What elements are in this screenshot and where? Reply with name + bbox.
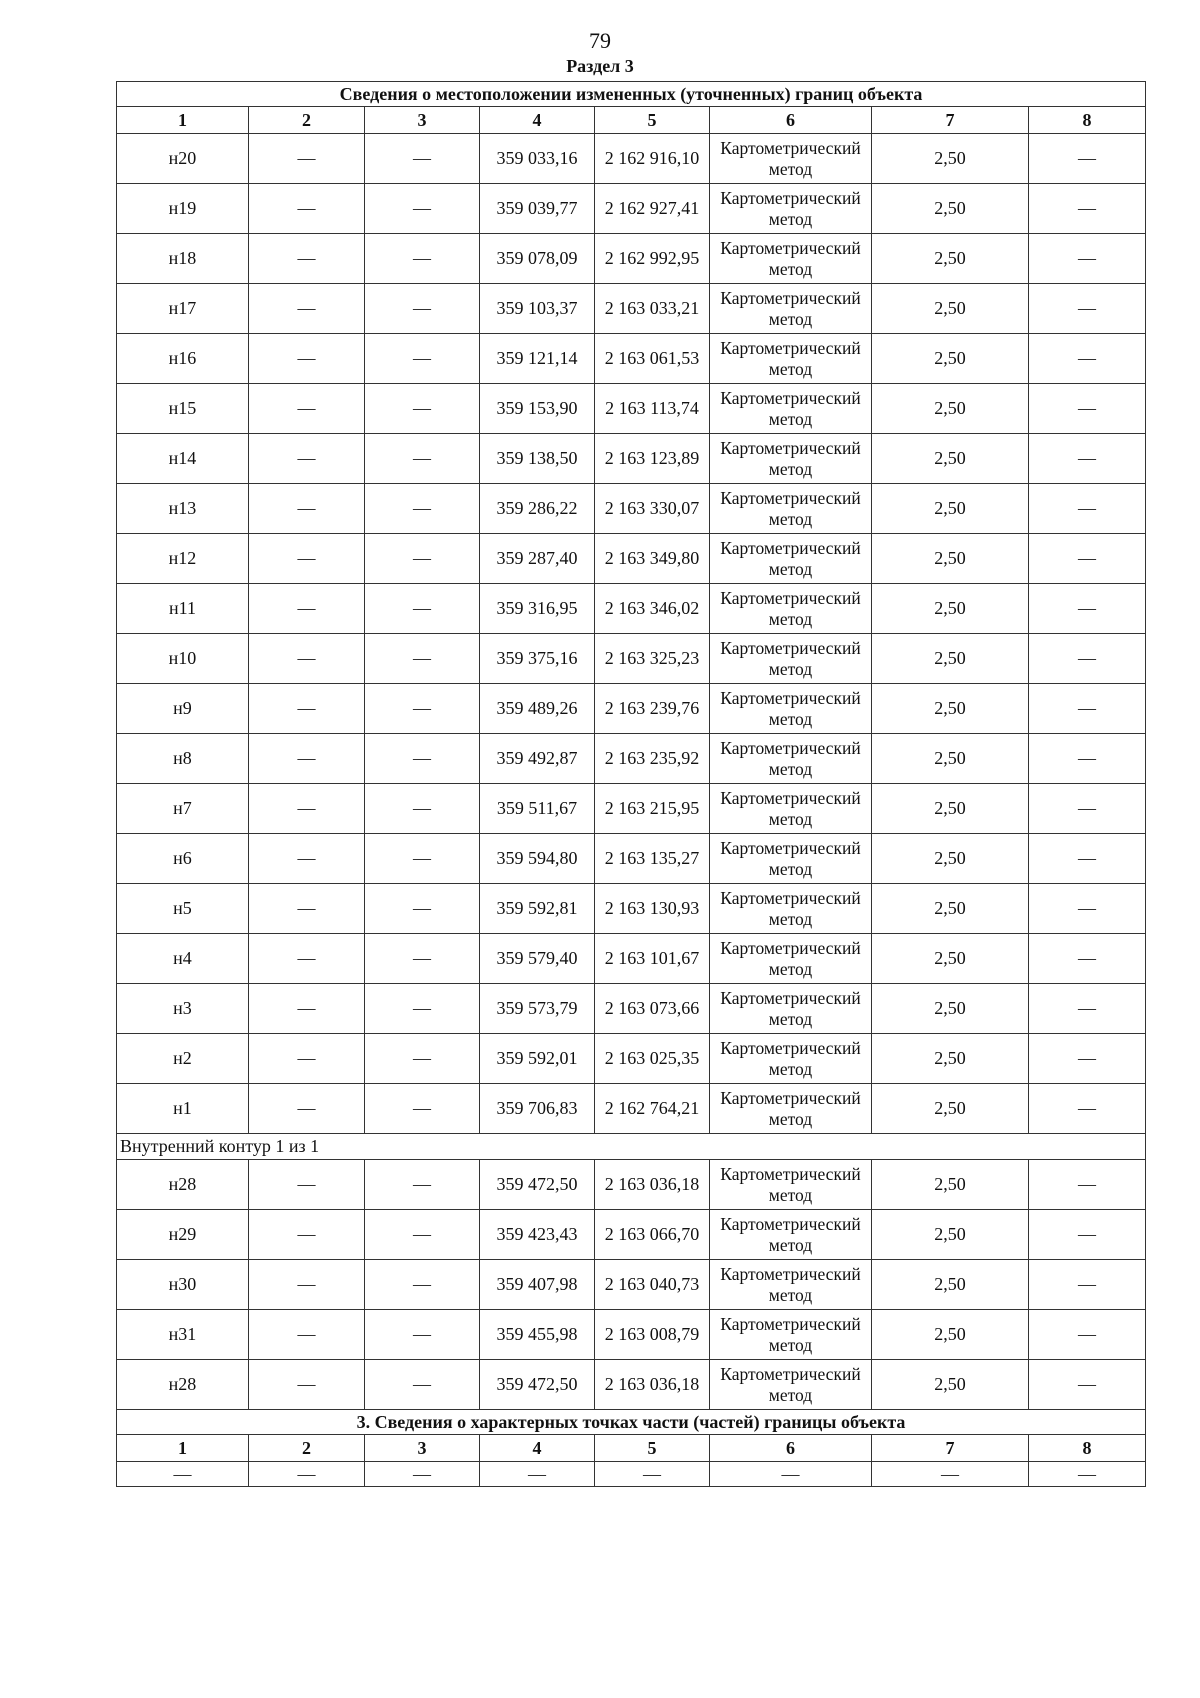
accuracy-cell: 2,50 xyxy=(872,484,1029,534)
y-coordinate-cell: 2 163 349,80 xyxy=(595,534,710,584)
accuracy-cell: 2,50 xyxy=(872,1034,1029,1084)
point-cell: н15 xyxy=(117,384,249,434)
y-coordinate-cell: 2 163 130,93 xyxy=(595,884,710,934)
point-cell: н5 xyxy=(117,884,249,934)
dash-cell: — xyxy=(1029,784,1146,834)
point-cell: н20 xyxy=(117,134,249,184)
parts-column-header-row xyxy=(117,1435,1146,1462)
dash-cell: — xyxy=(249,984,365,1034)
dash-cell: — xyxy=(365,334,480,384)
y-coordinate-cell: 2 162 992,95 xyxy=(595,234,710,284)
y-coordinate-cell: 2 163 346,02 xyxy=(595,584,710,634)
dash-cell: — xyxy=(365,384,480,434)
accuracy-cell: 2,50 xyxy=(872,334,1029,384)
y-coordinate-cell: 2 163 330,07 xyxy=(595,484,710,534)
dash-cell: — xyxy=(249,734,365,784)
point-cell: н7 xyxy=(117,784,249,834)
point-cell: н8 xyxy=(117,734,249,784)
column-header: 3 xyxy=(365,107,480,134)
method-cell: Картометрический метод xyxy=(710,734,872,784)
x-coordinate-cell: 359 375,16 xyxy=(480,634,595,684)
point-cell: н3 xyxy=(117,984,249,1034)
y-coordinate-cell: 2 162 916,10 xyxy=(595,134,710,184)
table-row xyxy=(117,884,1146,934)
parts-cell: — xyxy=(710,1462,872,1487)
dash-cell: — xyxy=(249,1084,365,1134)
dash-cell: — xyxy=(1029,734,1146,784)
dash-cell: — xyxy=(249,584,365,634)
x-coordinate-cell: 359 039,77 xyxy=(480,184,595,234)
dash-cell: — xyxy=(1029,184,1146,234)
column-header-row xyxy=(117,107,1146,134)
table-row xyxy=(117,1160,1146,1210)
x-coordinate-cell: 359 592,01 xyxy=(480,1034,595,1084)
method-cell: Картометрический метод xyxy=(710,1084,872,1134)
method-cell: Картометрический метод xyxy=(710,784,872,834)
parts-cell: — xyxy=(872,1462,1029,1487)
dash-cell: — xyxy=(1029,534,1146,584)
dash-cell: — xyxy=(365,634,480,684)
y-coordinate-cell: 2 163 135,27 xyxy=(595,834,710,884)
column-header: 6 xyxy=(710,107,872,134)
dash-cell: — xyxy=(249,1034,365,1084)
x-coordinate-cell: 359 153,90 xyxy=(480,384,595,434)
table-row xyxy=(117,134,1146,184)
table-row xyxy=(117,234,1146,284)
x-coordinate-cell: 359 594,80 xyxy=(480,834,595,884)
accuracy-cell: 2,50 xyxy=(872,134,1029,184)
accuracy-cell: 2,50 xyxy=(872,234,1029,284)
table-row xyxy=(117,784,1146,834)
table-row xyxy=(117,184,1146,234)
accuracy-cell: 2,50 xyxy=(872,584,1029,634)
method-cell: Картометрический метод xyxy=(710,634,872,684)
x-coordinate-cell: 359 407,98 xyxy=(480,1260,595,1310)
parts-data-row xyxy=(117,1462,1146,1487)
point-cell: н2 xyxy=(117,1034,249,1084)
column-header: 7 xyxy=(872,107,1029,134)
accuracy-cell: 2,50 xyxy=(872,934,1029,984)
table-row xyxy=(117,984,1146,1034)
dash-cell: — xyxy=(1029,1160,1146,1210)
table-row xyxy=(117,384,1146,434)
x-coordinate-cell: 359 472,50 xyxy=(480,1160,595,1210)
column-header: 4 xyxy=(480,1435,595,1462)
dash-cell: — xyxy=(1029,1360,1146,1410)
x-coordinate-cell: 359 573,79 xyxy=(480,984,595,1034)
method-cell: Картометрический метод xyxy=(710,584,872,634)
accuracy-cell: 2,50 xyxy=(872,734,1029,784)
column-header: 1 xyxy=(117,1435,249,1462)
accuracy-cell: 2,50 xyxy=(872,984,1029,1034)
x-coordinate-cell: 359 078,09 xyxy=(480,234,595,284)
dash-cell: — xyxy=(249,934,365,984)
dash-cell: — xyxy=(249,534,365,584)
dash-cell: — xyxy=(249,1260,365,1310)
table-row xyxy=(117,334,1146,384)
x-coordinate-cell: 359 423,43 xyxy=(480,1210,595,1260)
accuracy-cell: 2,50 xyxy=(872,1310,1029,1360)
x-coordinate-cell: 359 286,22 xyxy=(480,484,595,534)
point-cell: н1 xyxy=(117,1084,249,1134)
x-coordinate-cell: 359 455,98 xyxy=(480,1310,595,1360)
point-cell: н28 xyxy=(117,1360,249,1410)
dash-cell: — xyxy=(249,334,365,384)
table-body xyxy=(117,82,1146,1487)
y-coordinate-cell: 2 163 101,67 xyxy=(595,934,710,984)
dash-cell: — xyxy=(365,134,480,184)
x-coordinate-cell: 359 579,40 xyxy=(480,934,595,984)
column-header: 6 xyxy=(710,1435,872,1462)
parts-cell: — xyxy=(117,1462,249,1487)
y-coordinate-cell: 2 163 325,23 xyxy=(595,634,710,684)
method-cell: Картометрический метод xyxy=(710,284,872,334)
dash-cell: — xyxy=(1029,634,1146,684)
dash-cell: — xyxy=(1029,384,1146,434)
dash-cell: — xyxy=(249,484,365,534)
parts-cell: — xyxy=(480,1462,595,1487)
dash-cell: — xyxy=(365,434,480,484)
accuracy-cell: 2,50 xyxy=(872,784,1029,834)
table-title: Сведения о местоположении измененных (уточненных) границ объекта xyxy=(117,82,1146,107)
accuracy-cell: 2,50 xyxy=(872,634,1029,684)
table-row xyxy=(117,1360,1146,1410)
dash-cell: — xyxy=(1029,684,1146,734)
dash-cell: — xyxy=(1029,1034,1146,1084)
dash-cell: — xyxy=(1029,484,1146,534)
inner-contour-label: Внутренний контур 1 из 1 xyxy=(117,1134,1146,1160)
x-coordinate-cell: 359 287,40 xyxy=(480,534,595,584)
method-cell: Картометрический метод xyxy=(710,534,872,584)
method-cell: Картометрический метод xyxy=(710,1210,872,1260)
accuracy-cell: 2,50 xyxy=(872,884,1029,934)
dash-cell: — xyxy=(249,684,365,734)
point-cell: н13 xyxy=(117,484,249,534)
point-cell: н28 xyxy=(117,1160,249,1210)
y-coordinate-cell: 2 163 036,18 xyxy=(595,1160,710,1210)
dash-cell: — xyxy=(1029,1310,1146,1360)
dash-cell: — xyxy=(249,884,365,934)
x-coordinate-cell: 359 492,87 xyxy=(480,734,595,784)
dash-cell: — xyxy=(1029,284,1146,334)
table-row xyxy=(117,1260,1146,1310)
dash-cell: — xyxy=(365,584,480,634)
point-cell: н31 xyxy=(117,1310,249,1360)
column-header: 8 xyxy=(1029,107,1146,134)
dash-cell: — xyxy=(249,834,365,884)
method-cell: Картометрический метод xyxy=(710,934,872,984)
y-coordinate-cell: 2 163 235,92 xyxy=(595,734,710,784)
dash-cell: — xyxy=(365,684,480,734)
dash-cell: — xyxy=(365,734,480,784)
y-coordinate-cell: 2 163 025,35 xyxy=(595,1034,710,1084)
inner-contour-row xyxy=(117,1134,1146,1160)
method-cell: Картометрический метод xyxy=(710,1360,872,1410)
dash-cell: — xyxy=(365,1210,480,1260)
dash-cell: — xyxy=(365,484,480,534)
dash-cell: — xyxy=(1029,884,1146,934)
table-row xyxy=(117,584,1146,634)
dash-cell: — xyxy=(365,1034,480,1084)
method-cell: Картометрический метод xyxy=(710,984,872,1034)
table-row xyxy=(117,484,1146,534)
dash-cell: — xyxy=(365,184,480,234)
dash-cell: — xyxy=(1029,934,1146,984)
table-row xyxy=(117,1084,1146,1134)
accuracy-cell: 2,50 xyxy=(872,684,1029,734)
y-coordinate-cell: 2 163 066,70 xyxy=(595,1210,710,1260)
y-coordinate-cell: 2 163 073,66 xyxy=(595,984,710,1034)
table-row xyxy=(117,834,1146,884)
x-coordinate-cell: 359 592,81 xyxy=(480,884,595,934)
dash-cell: — xyxy=(365,1260,480,1310)
dash-cell: — xyxy=(365,284,480,334)
point-cell: н11 xyxy=(117,584,249,634)
method-cell: Картометрический метод xyxy=(710,434,872,484)
point-cell: н4 xyxy=(117,934,249,984)
column-header: 5 xyxy=(595,1435,710,1462)
x-coordinate-cell: 359 316,95 xyxy=(480,584,595,634)
dash-cell: — xyxy=(249,1360,365,1410)
dash-cell: — xyxy=(249,784,365,834)
y-coordinate-cell: 2 162 927,41 xyxy=(595,184,710,234)
column-header: 1 xyxy=(117,107,249,134)
column-header: 5 xyxy=(595,107,710,134)
point-cell: н6 xyxy=(117,834,249,884)
x-coordinate-cell: 359 511,67 xyxy=(480,784,595,834)
dash-cell: — xyxy=(1029,1084,1146,1134)
point-cell: н18 xyxy=(117,234,249,284)
dash-cell: — xyxy=(1029,984,1146,1034)
method-cell: Картометрический метод xyxy=(710,134,872,184)
table-row xyxy=(117,434,1146,484)
accuracy-cell: 2,50 xyxy=(872,834,1029,884)
accuracy-cell: 2,50 xyxy=(872,1084,1029,1134)
method-cell: Картометрический метод xyxy=(710,484,872,534)
point-cell: н12 xyxy=(117,534,249,584)
y-coordinate-cell: 2 163 061,53 xyxy=(595,334,710,384)
dash-cell: — xyxy=(249,1160,365,1210)
column-header: 2 xyxy=(249,107,365,134)
x-coordinate-cell: 359 489,26 xyxy=(480,684,595,734)
dash-cell: — xyxy=(365,1084,480,1134)
dash-cell: — xyxy=(1029,234,1146,284)
point-cell: н16 xyxy=(117,334,249,384)
method-cell: Картометрический метод xyxy=(710,1034,872,1084)
dash-cell: — xyxy=(365,234,480,284)
column-header: 2 xyxy=(249,1435,365,1462)
x-coordinate-cell: 359 138,50 xyxy=(480,434,595,484)
dash-cell: — xyxy=(1029,434,1146,484)
method-cell: Картометрический метод xyxy=(710,234,872,284)
parts-title: 3. Сведения о характерных точках части (частей) границы объекта xyxy=(117,1410,1146,1435)
dash-cell: — xyxy=(365,834,480,884)
y-coordinate-cell: 2 163 123,89 xyxy=(595,434,710,484)
point-cell: н14 xyxy=(117,434,249,484)
y-coordinate-cell: 2 163 033,21 xyxy=(595,284,710,334)
method-cell: Картометрический метод xyxy=(710,384,872,434)
table-row xyxy=(117,684,1146,734)
dash-cell: — xyxy=(365,984,480,1034)
dash-cell: — xyxy=(1029,334,1146,384)
table-row xyxy=(117,734,1146,784)
accuracy-cell: 2,50 xyxy=(872,1360,1029,1410)
dash-cell: — xyxy=(1029,1260,1146,1310)
point-cell: н17 xyxy=(117,284,249,334)
parts-title-row xyxy=(117,1410,1146,1435)
table-row xyxy=(117,1210,1146,1260)
accuracy-cell: 2,50 xyxy=(872,434,1029,484)
accuracy-cell: 2,50 xyxy=(872,184,1029,234)
method-cell: Картометрический метод xyxy=(710,1160,872,1210)
table-row xyxy=(117,934,1146,984)
x-coordinate-cell: 359 706,83 xyxy=(480,1084,595,1134)
dash-cell: — xyxy=(365,534,480,584)
dash-cell: — xyxy=(249,134,365,184)
parts-cell: — xyxy=(1029,1462,1146,1487)
x-coordinate-cell: 359 103,37 xyxy=(480,284,595,334)
x-coordinate-cell: 359 121,14 xyxy=(480,334,595,384)
point-cell: н19 xyxy=(117,184,249,234)
y-coordinate-cell: 2 163 239,76 xyxy=(595,684,710,734)
method-cell: Картометрический метод xyxy=(710,884,872,934)
dash-cell: — xyxy=(249,634,365,684)
dash-cell: — xyxy=(365,1310,480,1360)
dash-cell: — xyxy=(249,234,365,284)
y-coordinate-cell: 2 162 764,21 xyxy=(595,1084,710,1134)
method-cell: Картометрический метод xyxy=(710,1260,872,1310)
dash-cell: — xyxy=(365,934,480,984)
method-cell: Картометрический метод xyxy=(710,334,872,384)
dash-cell: — xyxy=(1029,1210,1146,1260)
dash-cell: — xyxy=(365,884,480,934)
accuracy-cell: 2,50 xyxy=(872,1160,1029,1210)
dash-cell: — xyxy=(249,384,365,434)
accuracy-cell: 2,50 xyxy=(872,1210,1029,1260)
boundary-table xyxy=(116,81,1146,1487)
dash-cell: — xyxy=(365,1160,480,1210)
dash-cell: — xyxy=(365,784,480,834)
table-row xyxy=(117,1034,1146,1084)
x-coordinate-cell: 359 472,50 xyxy=(480,1360,595,1410)
table-row xyxy=(117,284,1146,334)
method-cell: Картометрический метод xyxy=(710,184,872,234)
y-coordinate-cell: 2 163 008,79 xyxy=(595,1310,710,1360)
x-coordinate-cell: 359 033,16 xyxy=(480,134,595,184)
parts-cell: — xyxy=(595,1462,710,1487)
dash-cell: — xyxy=(249,184,365,234)
accuracy-cell: 2,50 xyxy=(872,534,1029,584)
column-header: 8 xyxy=(1029,1435,1146,1462)
point-cell: н10 xyxy=(117,634,249,684)
parts-cell: — xyxy=(365,1462,480,1487)
y-coordinate-cell: 2 163 040,73 xyxy=(595,1260,710,1310)
accuracy-cell: 2,50 xyxy=(872,384,1029,434)
page-number: 79 xyxy=(589,28,611,53)
parts-cell: — xyxy=(249,1462,365,1487)
column-header: 4 xyxy=(480,107,595,134)
method-cell: Картометрический метод xyxy=(710,834,872,884)
method-cell: Картометрический метод xyxy=(710,1310,872,1360)
dash-cell: — xyxy=(1029,134,1146,184)
point-cell: н29 xyxy=(117,1210,249,1260)
dash-cell: — xyxy=(249,434,365,484)
point-cell: н9 xyxy=(117,684,249,734)
y-coordinate-cell: 2 163 036,18 xyxy=(595,1360,710,1410)
point-cell: н30 xyxy=(117,1260,249,1310)
dash-cell: — xyxy=(249,1210,365,1260)
dash-cell: — xyxy=(365,1360,480,1410)
table-row xyxy=(117,534,1146,584)
dash-cell: — xyxy=(249,1310,365,1360)
dash-cell: — xyxy=(249,284,365,334)
dash-cell: — xyxy=(1029,584,1146,634)
y-coordinate-cell: 2 163 215,95 xyxy=(595,784,710,834)
accuracy-cell: 2,50 xyxy=(872,1260,1029,1310)
table-row xyxy=(117,634,1146,684)
column-header: 7 xyxy=(872,1435,1029,1462)
dash-cell: — xyxy=(1029,834,1146,884)
section-title: Раздел 3 xyxy=(566,56,634,76)
accuracy-cell: 2,50 xyxy=(872,284,1029,334)
table-row xyxy=(117,1310,1146,1360)
method-cell: Картометрический метод xyxy=(710,684,872,734)
column-header: 3 xyxy=(365,1435,480,1462)
y-coordinate-cell: 2 163 113,74 xyxy=(595,384,710,434)
table-title-row xyxy=(117,82,1146,107)
